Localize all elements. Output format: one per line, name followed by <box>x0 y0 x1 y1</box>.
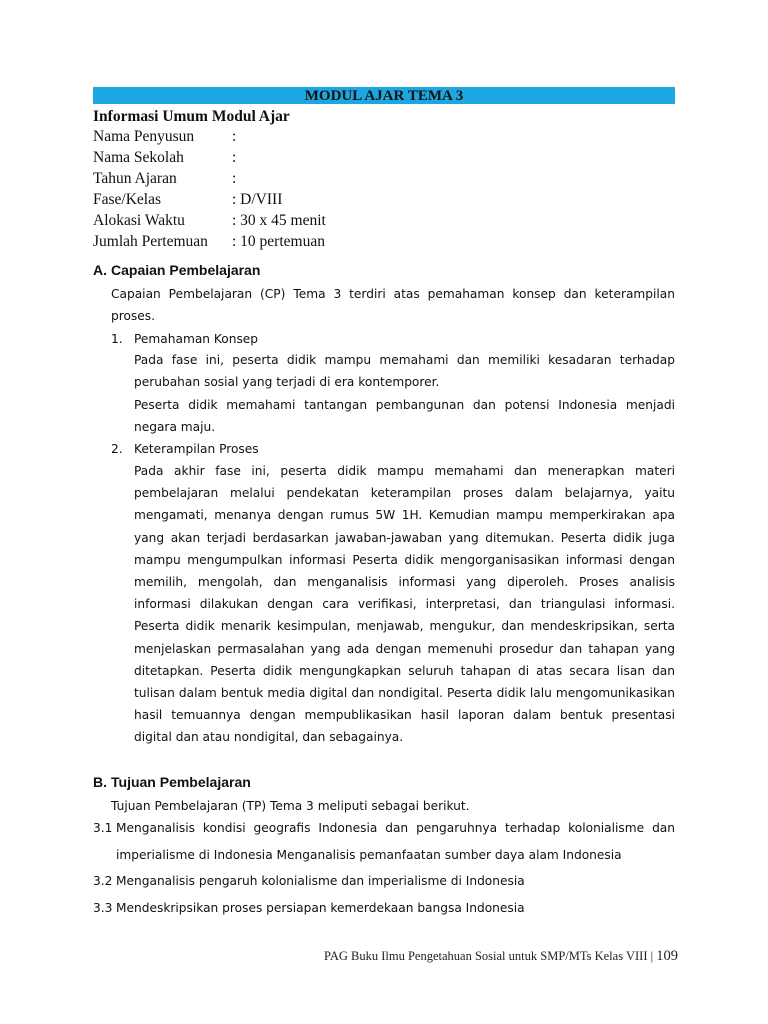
list-item-pemahaman <box>111 329 258 349</box>
list-label: Keterampilan Proses <box>134 442 259 456</box>
tp-number: 3.1 <box>93 821 113 835</box>
info-label: Tahun Ajaran <box>93 170 177 187</box>
info-value: : 10 pertemuan <box>232 233 325 250</box>
pemahaman-paragraph-1: Pada fase ini, peserta didik mampu memahami dan memiliki kesadaran terhadap perubahan sosial yang terjadi di era kontemporer. <box>134 353 675 390</box>
section-letter: A. <box>93 262 107 278</box>
section-b-intro: Tujuan Pembelajaran (TP) Tema 3 meliputi sebagai berikut. <box>111 799 470 813</box>
section-title: Capaian Pembelajaran <box>111 262 261 278</box>
pemahaman-paragraph-2: Peserta didik memahami tantangan pembangunan dan potensi Indonesia menjadi negara maju. <box>134 398 675 435</box>
list-number: 1. <box>111 332 123 346</box>
section-a-heading <box>93 262 260 278</box>
section-a-intro: Capaian Pembelajaran (CP) Tema 3 terdiri atas pemahaman konsep dan keterampilan proses. <box>111 287 675 324</box>
tp-text: Menganalisis pengaruh kolonialisme dan imperialisme di Indonesia <box>116 874 525 888</box>
footer-text: PAG Buku Ilmu Pengetahuan Sosial untuk SMP/MTs Kelas VIII | <box>324 949 654 963</box>
info-label: Jumlah Pertemuan <box>93 233 208 250</box>
tp-text: Mendeskripsikan proses persiapan kemerdekaan bangsa Indonesia <box>116 901 525 915</box>
info-label: Fase/Kelas <box>93 191 162 208</box>
info-label: Nama Sekolah <box>93 149 184 166</box>
keterampilan-paragraph: Pada akhir fase ini, peserta didik mampu memahami dan menerapkan materi pembelajaran melalui pendekatan keterampilan proses dalam belajarnya, yaitu mengamati, menanya dengan rumus 5W 1H. Kemudian mampu memperkirakan apa yang akan terjadi berdasarkan jawaban-jawaban yang ditemukan. Peserta didik juga mampu mengumpulkan informasi Peserta didik mengorganisasikan informasi dengan memilih, mengolah, dan menganalisis informasi yang diperoleh. Proses analisis informasi dilakukan dengan cara verifikasi, interpretasi, dan triangulasi informasi. Peserta didik menarik kesimpulan, menjawab, mengukur, dan mendeskripsikan, serta menjelaskan permasalahan yang ada dengan memenuhi prosedur dan tahapan yang ditetapkan. Peserta didik mengungkapkan seluruh tahapan di atas secara lisan dan tulisan dalam bentuk media digital dan nondigital. Peserta didik lalu mengomunikasikan hasil temuannya dengan mempublikasikan hasil laporan dalam bentuk presentasi digital dan atau nondigital, dan sebagainya. <box>134 464 675 745</box>
list-label: Pemahaman Konsep <box>134 332 259 346</box>
tp-text: Menganalisis kondisi geografis Indonesia dan pengaruhnya terhadap kolonialisme dan <box>116 821 675 835</box>
info-label: Nama Penyusun <box>93 128 195 145</box>
tp-item-3-1-continuation: imperialisme di Indonesia Menganalisis pemanfaatan sumber daya alam Indonesia <box>116 848 622 862</box>
tp-item-3-2 <box>93 871 675 891</box>
page-footer <box>324 948 678 965</box>
module-title: MODUL AJAR TEMA 3 <box>93 87 675 104</box>
info-value: : <box>232 149 237 166</box>
tp-item-3-1 <box>93 818 675 838</box>
section-title: Tujuan Pembelajaran <box>111 774 251 790</box>
list-number: 2. <box>111 442 123 456</box>
list-item-keterampilan <box>111 439 259 459</box>
info-heading: Informasi Umum Modul Ajar <box>93 108 290 125</box>
info-value: : <box>232 128 237 145</box>
info-label: Alokasi Waktu <box>93 212 185 229</box>
page-number: 109 <box>656 948 678 964</box>
section-letter: B. <box>93 774 107 790</box>
info-value: : D/VIII <box>232 191 283 208</box>
tp-number: 3.2 <box>93 874 113 888</box>
section-b-heading <box>93 774 251 790</box>
info-value: : 30 x 45 menit <box>232 212 326 229</box>
info-value: : <box>232 170 237 187</box>
tp-item-3-3 <box>93 898 675 918</box>
tp-number: 3.3 <box>93 901 113 915</box>
